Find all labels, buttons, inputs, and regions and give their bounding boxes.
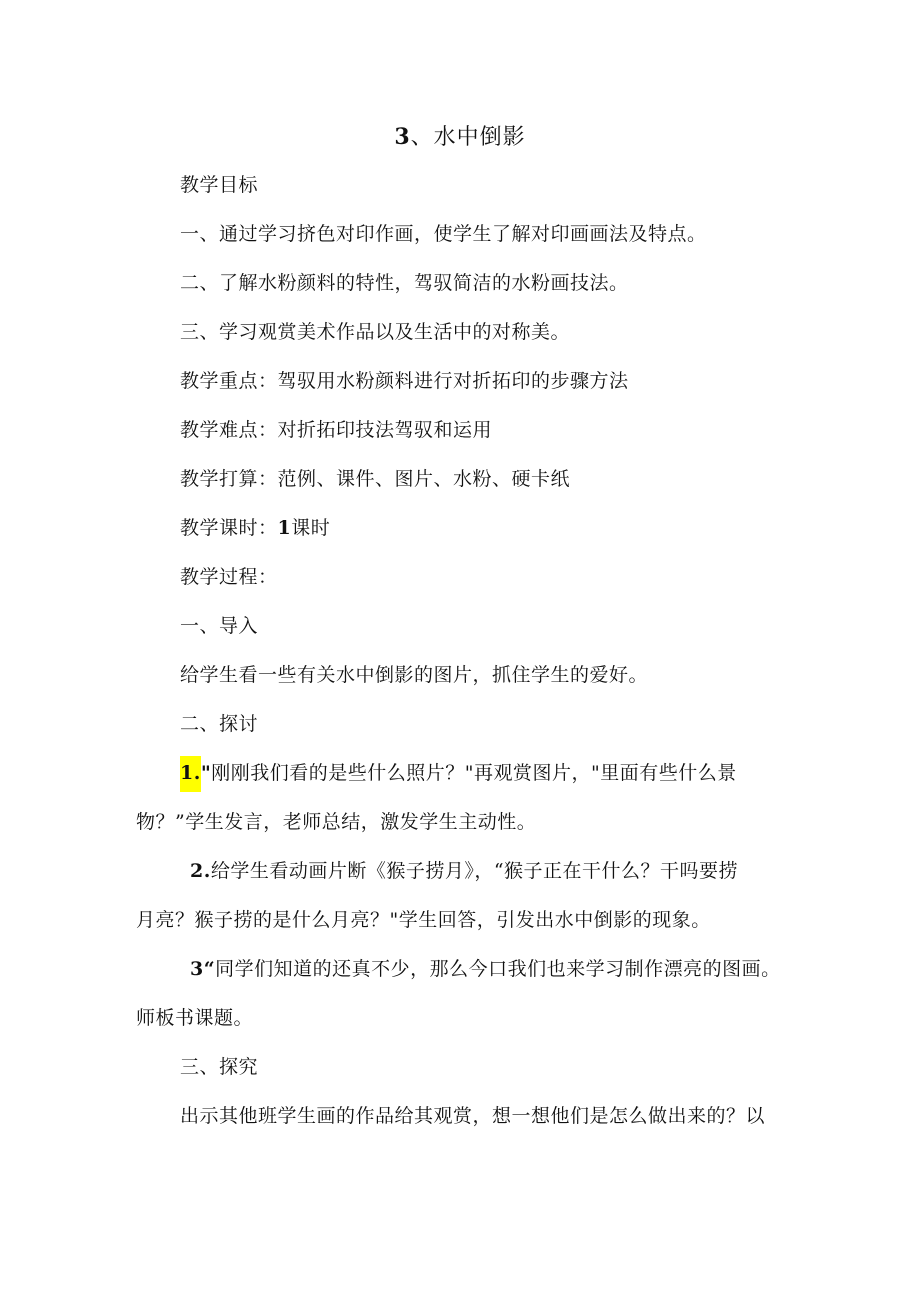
paragraph-1-number: 1. bbox=[180, 756, 201, 792]
step3-heading: 三、探究 bbox=[180, 1056, 259, 1078]
difficulty: 教学难点：对折拓印技法驾驭和运用 bbox=[180, 419, 493, 441]
paragraph-1-quote: " bbox=[200, 762, 212, 784]
paragraph-2-line-1 bbox=[190, 858, 738, 884]
step1-text: 给学生看一些有关水中倒影的图片，抓住学生的爱好。 bbox=[180, 664, 649, 686]
paragraph-2-text-1: 给学生看动画片断《猴子捞月》，“猴子正在干什么？干吗要捞 bbox=[210, 860, 739, 882]
process-heading: 教学过程： bbox=[180, 566, 278, 588]
paragraph-2-number: 2. bbox=[190, 860, 211, 882]
title-number: 3 bbox=[394, 124, 411, 150]
goal-2: 二、了解水粉颜料的特性，驾驭简洁的水粉画技法。 bbox=[180, 272, 629, 294]
paragraph-1-line-2: 物？”学生发言，老师总结，激发学生主动性。 bbox=[136, 811, 537, 833]
step1-heading: 一、导入 bbox=[180, 615, 259, 637]
preparation: 教学打算：范例、课件、图片、水粉、硬卡纸 bbox=[180, 468, 571, 490]
paragraph-3-line-2: 师板书课题。 bbox=[136, 1007, 254, 1029]
goals-heading: 教学目标 bbox=[180, 174, 259, 196]
step3-text: 出示其他班学生画的作品给其观赏，想一想他们是怎么做出来的？以 bbox=[180, 1105, 766, 1127]
period-number: 1 bbox=[277, 517, 292, 539]
period-label: 教学课时： bbox=[180, 517, 278, 539]
paragraph-3-line-1 bbox=[190, 956, 781, 982]
period-unit: 课时 bbox=[291, 517, 331, 539]
page-title bbox=[0, 120, 920, 151]
title-text: 、水中倒影 bbox=[410, 125, 526, 150]
step2-heading: 二、探讨 bbox=[180, 713, 259, 735]
paragraph-3-number: 3“ bbox=[190, 958, 216, 980]
paragraph-3-text-1: 同学们知道的还真不少，那么今口我们也来学习制作漂亮的图画。 bbox=[215, 958, 781, 980]
paragraph-1-text-1: 刚刚我们看的是些什么照片？"再观赏图片，"里面有些什么景 bbox=[211, 762, 737, 784]
key-point: 教学重点：驾驭用水粉颜料进行对折拓印的步骤方法 bbox=[180, 370, 629, 392]
paragraph-2-line-2: 月亮？猴子捞的是什么月亮？"学生回答，引发出水中倒影的现象。 bbox=[136, 909, 711, 931]
paragraph-1-line-1 bbox=[180, 760, 737, 786]
goal-1: 一、通过学习挤色对印作画，使学生了解对印画画法及特点。 bbox=[180, 223, 707, 245]
goal-3: 三、学习观赏美术作品以及生活中的对称美。 bbox=[180, 321, 571, 343]
class-period bbox=[180, 515, 330, 541]
